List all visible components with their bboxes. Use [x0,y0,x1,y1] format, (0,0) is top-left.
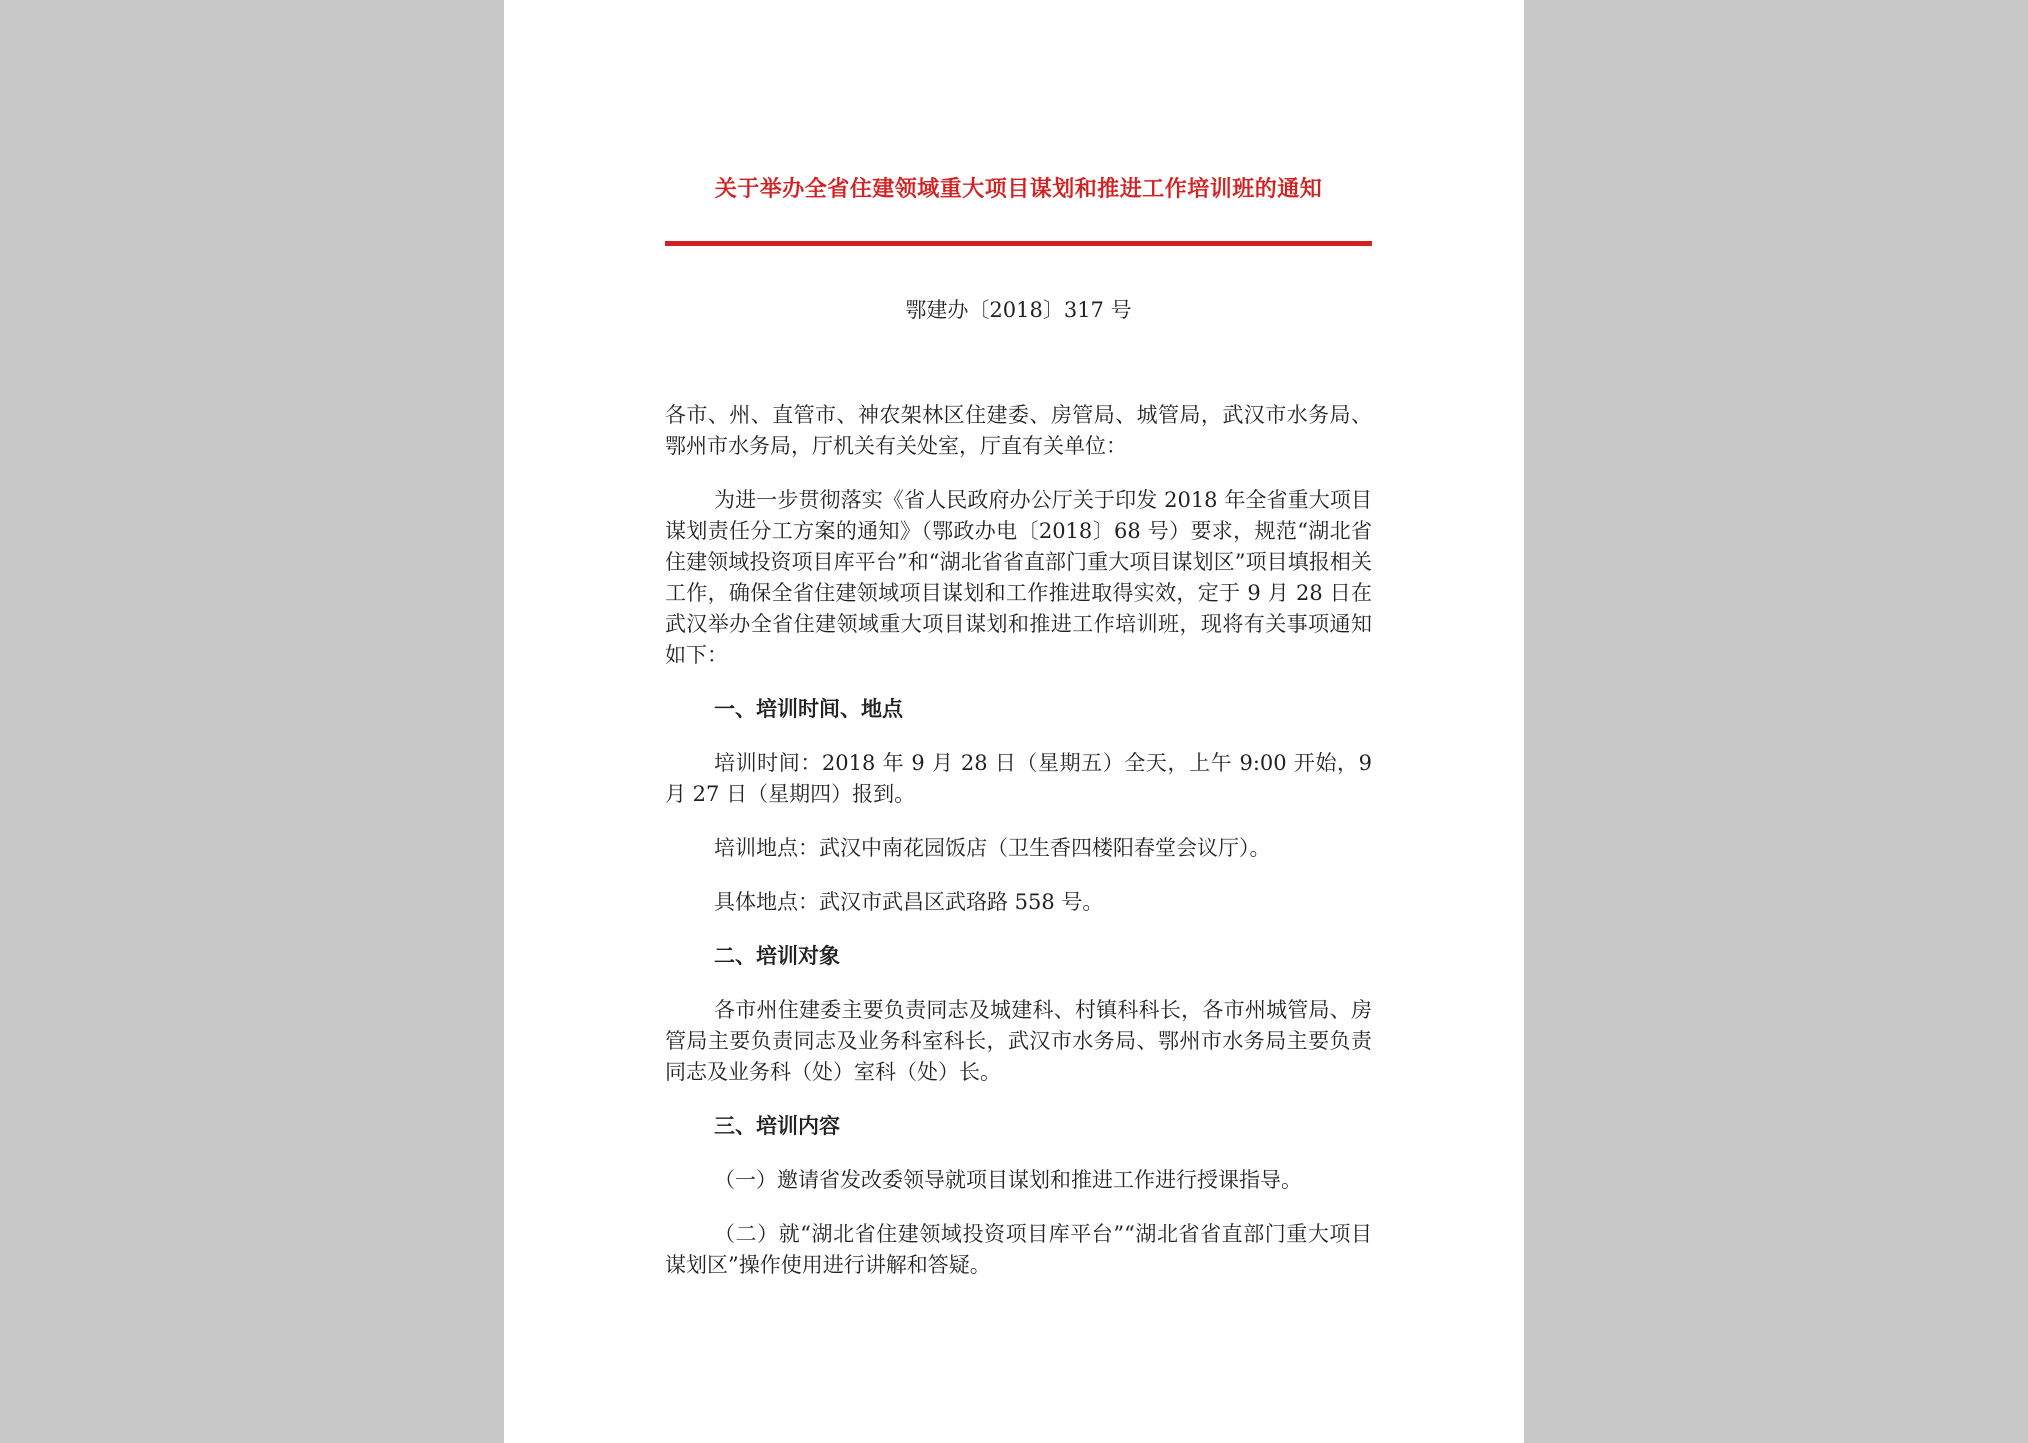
document-page [504,0,1524,1443]
document-body [665,400,1372,1304]
participants-paragraph: 各市州住建委主要负责同志及城建科、村镇科科长，各市州城管局、房管局主要负责同志及业务科室科长，武汉市水务局、鄂州市水务局主要负责同志及业务科（处）室科（处）长。 [665,998,1372,1084]
content-item-2: （二）就“湖北省住建领域投资项目库平台”“湖北省省直部门重大项目谋划区”操作使用进行讲解和答疑。 [665,1222,1372,1277]
addressee-paragraph: 各市、州、直管市、神农架林区住建委、房管局、城管局，武汉市水务局、鄂州市水务局，厅机关有关处室，厅直有关单位： [665,403,1372,458]
document-title: 关于举办全省住建领域重大项目谋划和推进工作培训班的通知 [714,176,1323,202]
content-item-1: （一）邀请省发改委领导就项目谋划和推进工作进行授课指导。 [714,1168,1302,1192]
intro-paragraph: 为进一步贯彻落实《省人民政府办公厅关于印发 2018 年全省重大项目谋划责任分工方案的通知》（鄂政办电〔2018〕68 号）要求，规范“湖北省住建领域投资项目库平台”和“湖北省省直部门重大项目谋划区”项目填报相关工作，确保全省住建领域项目谋划和工作推进取得实效，定于 9 月 28 日在武汉举办全省住建领域重大项目谋划和推进工作培训班，现将有关事项通知如下： [665,488,1372,667]
document-number: 鄂建办〔2018〕317 号 [905,298,1132,322]
red-divider-line [665,241,1372,246]
section-heading-content: 三、培训内容 [714,1114,840,1138]
venue-address-paragraph: 具体地点：武汉市武昌区武珞路 558 号。 [714,890,1104,914]
section-heading-participants: 二、培训对象 [714,944,840,968]
training-time-paragraph: 培训时间：2018 年 9 月 28 日（星期五）全天，上午 9:00 开始，9 月 27 日（星期四）报到。 [665,751,1372,806]
training-venue-paragraph: 培训地点：武汉中南花园饭店（卫生香四楼阳春堂会议厅）。 [714,836,1271,860]
section-heading-time-place: 一、培训时间、地点 [714,697,903,721]
